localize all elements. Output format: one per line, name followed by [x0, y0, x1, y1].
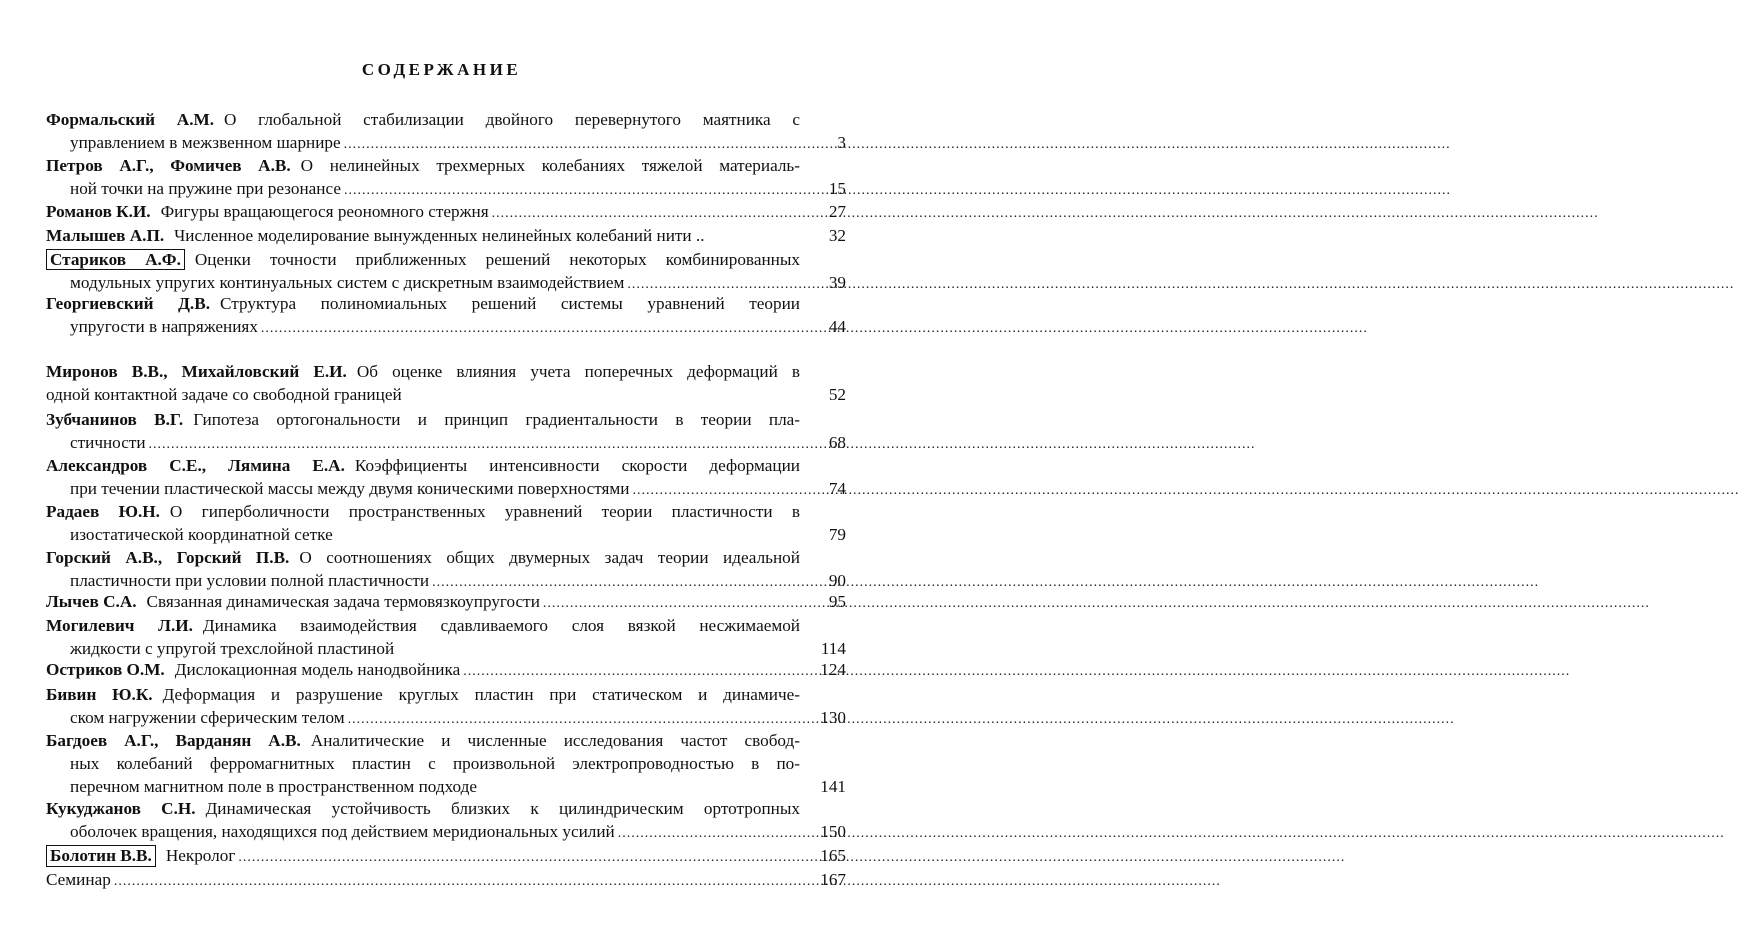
- toc-entry[interactable]: [46, 797, 846, 843]
- toc-title-cont: жидкости с упругой трехслойной пластиной: [70, 639, 395, 658]
- toc-author: Георгиевский Д.В.: [46, 294, 210, 313]
- toc-title: Семинар: [46, 870, 111, 889]
- toc-title: О нелинейных трехмерных колебаниях тяжелой материаль-: [300, 156, 800, 175]
- page-title: СОДЕРЖАНИЕ: [361, 60, 522, 79]
- toc-title: Динамика взаимодействия сдавливаемого слоя вязкой несжимаемой: [202, 616, 800, 635]
- toc-title-cont: ных колебаний ферромагнитных пластин с произвольной электропроводностью в по-: [70, 754, 800, 773]
- toc-title: Некролог: [165, 846, 236, 865]
- toc-title: Гипотеза ортогональности и принцип градиентальности в теории пла-: [193, 410, 801, 429]
- toc-title: Связанная динамическая задача термовязкоупругости: [146, 592, 540, 611]
- toc-entry[interactable]: [46, 108, 846, 154]
- toc-page-number: 130: [820, 708, 846, 727]
- toc-author: Радаев Ю.Н.: [46, 502, 160, 521]
- toc-author: Лычев С.А.: [46, 592, 137, 611]
- toc-title: О соотношениях общих двумерных задач теории идеальной: [299, 548, 800, 567]
- toc-title: Структура полиномиальных решений системы уравнений теории: [220, 294, 800, 313]
- toc-entry[interactable]: [46, 546, 846, 592]
- toc-title-cont: перечном магнитном поле в пространственном подходе: [70, 777, 478, 796]
- toc-entry[interactable]: [46, 590, 846, 613]
- toc-title: Деформация и разрушение круглых пластин при статическом и динамиче-: [162, 685, 800, 704]
- toc-title: Динамическая устойчивость близких к цилиндрическим ортотропных: [205, 799, 800, 818]
- toc-title: Численное моделирование вынужденных нелинейных колебаний нити ..: [174, 226, 705, 245]
- toc-page-number: 52: [828, 385, 846, 404]
- toc-author: Бивин Ю.К.: [46, 685, 153, 704]
- toc-author-boxed: Стариков А.Ф.: [46, 249, 185, 270]
- toc-entry[interactable]: [46, 683, 846, 729]
- leader-dots: [463, 663, 797, 681]
- toc-title-cont: изостатической координатной сетке: [70, 525, 333, 544]
- toc-title-cont: стичности: [70, 433, 146, 452]
- toc-title-cont: упругости в напряжениях: [70, 317, 258, 336]
- leader-dots: [344, 182, 797, 200]
- toc-entry[interactable]: [46, 154, 846, 200]
- toc-page-number: 90: [828, 571, 846, 590]
- toc-author: Багдоев А.Г., Варданян А.В.: [46, 731, 301, 750]
- toc-title-cont: ной точки на пружине при резонансе: [70, 179, 341, 198]
- leader-dots: [344, 136, 797, 154]
- toc-author: Миронов В.В., Михайловский Е.И.: [46, 362, 347, 381]
- toc-entry[interactable]: [46, 729, 846, 798]
- leader-dots: [149, 436, 797, 454]
- leader-dots: [114, 873, 797, 891]
- toc-author: Александров С.Е., Лямина Е.А.: [46, 456, 345, 475]
- toc-author: Зубчанинов В.Г.: [46, 410, 184, 429]
- toc-entry[interactable]: [46, 614, 846, 660]
- toc-entry[interactable]: [46, 454, 846, 500]
- toc-entry[interactable]: [46, 292, 846, 338]
- toc-author: Горский А.В., Горский П.В.: [46, 548, 290, 567]
- toc-author-boxed: Болотин В.В.: [46, 845, 156, 867]
- toc-page-number: 141: [820, 777, 846, 796]
- toc-title-cont: оболочек вращения, находящихся под действием меридиональных усилий: [70, 822, 615, 841]
- toc-title: О глобальной стабилизации двойного перевернутого маятника с: [224, 110, 800, 129]
- toc-page-number: 32: [828, 226, 846, 245]
- toc-page-number: 165: [820, 846, 846, 865]
- toc-title: Об оценке влияния учета поперечных деформаций в: [356, 362, 800, 381]
- toc-page-number: 27: [828, 202, 846, 221]
- toc-title-cont: ском нагружении сферическим телом: [70, 708, 345, 727]
- toc-author: Петров А.Г., Фомичев А.В.: [46, 156, 291, 175]
- toc-entry[interactable]: [46, 200, 846, 223]
- toc-title: Оценки точности приближенных решений некоторых комбинированных: [194, 250, 800, 269]
- toc-author: Кукуджанов С.Н.: [46, 799, 196, 818]
- toc-title: О гиперболичности пространственных уравнений теории пластичности в: [169, 502, 800, 521]
- toc-author: Могилевич Л.И.: [46, 616, 193, 635]
- toc-page-number: 124: [820, 660, 846, 679]
- toc-entry[interactable]: [46, 844, 846, 867]
- toc-title-cont: управлением в межзвенном шарнире: [70, 133, 341, 152]
- toc-title-cont: пластичности при условии полной пластичности: [70, 571, 430, 590]
- toc-author: Малышев А.П.: [46, 226, 165, 245]
- leader-dots: [618, 825, 797, 843]
- toc-title: Коэффициенты интенсивности скорости деформации: [354, 456, 800, 475]
- toc-page-number: 15: [828, 179, 846, 198]
- toc-page-number: 39: [828, 273, 846, 292]
- toc-page-number: 79: [828, 525, 846, 544]
- toc-page-number: 3: [837, 133, 846, 152]
- toc-page-number: 114: [820, 639, 846, 658]
- toc-entry[interactable]: [46, 658, 846, 681]
- toc-entry[interactable]: [46, 868, 846, 891]
- leader-dots: [238, 849, 797, 867]
- toc-page-number: 44: [828, 317, 846, 336]
- toc-author: Формальский А.М.: [46, 110, 215, 129]
- toc-title: Фигуры вращающегося реономного стержня: [160, 202, 489, 221]
- leader-dots: [543, 595, 797, 613]
- toc-title: Дислокационная модель нанодвойника: [174, 660, 461, 679]
- leader-dots: [261, 320, 797, 338]
- toc-entry[interactable]: [46, 408, 846, 454]
- leader-dots: [492, 205, 797, 223]
- toc-entry[interactable]: [46, 224, 846, 247]
- toc-page-number: 68: [828, 433, 846, 452]
- toc-entry[interactable]: [46, 360, 846, 406]
- toc-title-cont: модульных упругих континуальных систем с дискретным взаимодействием: [70, 273, 625, 292]
- toc-author: Романов К.И.: [46, 202, 151, 221]
- toc-page-number: 74: [828, 479, 846, 498]
- toc-entry[interactable]: [46, 500, 846, 546]
- toc-title-cont: при течении пластической массы между двумя коническими поверхностями: [70, 479, 630, 498]
- toc-page-number: 150: [820, 822, 846, 841]
- toc-author: Остриков О.М.: [46, 660, 165, 679]
- leader-dots: [348, 711, 797, 729]
- toc-page-number: 167: [820, 870, 846, 889]
- leader-dots: [632, 482, 797, 500]
- toc-entry[interactable]: [46, 248, 846, 294]
- toc-title: Аналитические и численные исследования частот свобод-: [310, 731, 801, 750]
- toc-page-number: 95: [828, 592, 846, 611]
- toc-title-cont: одной контактной задаче со свободной границей: [46, 385, 402, 404]
